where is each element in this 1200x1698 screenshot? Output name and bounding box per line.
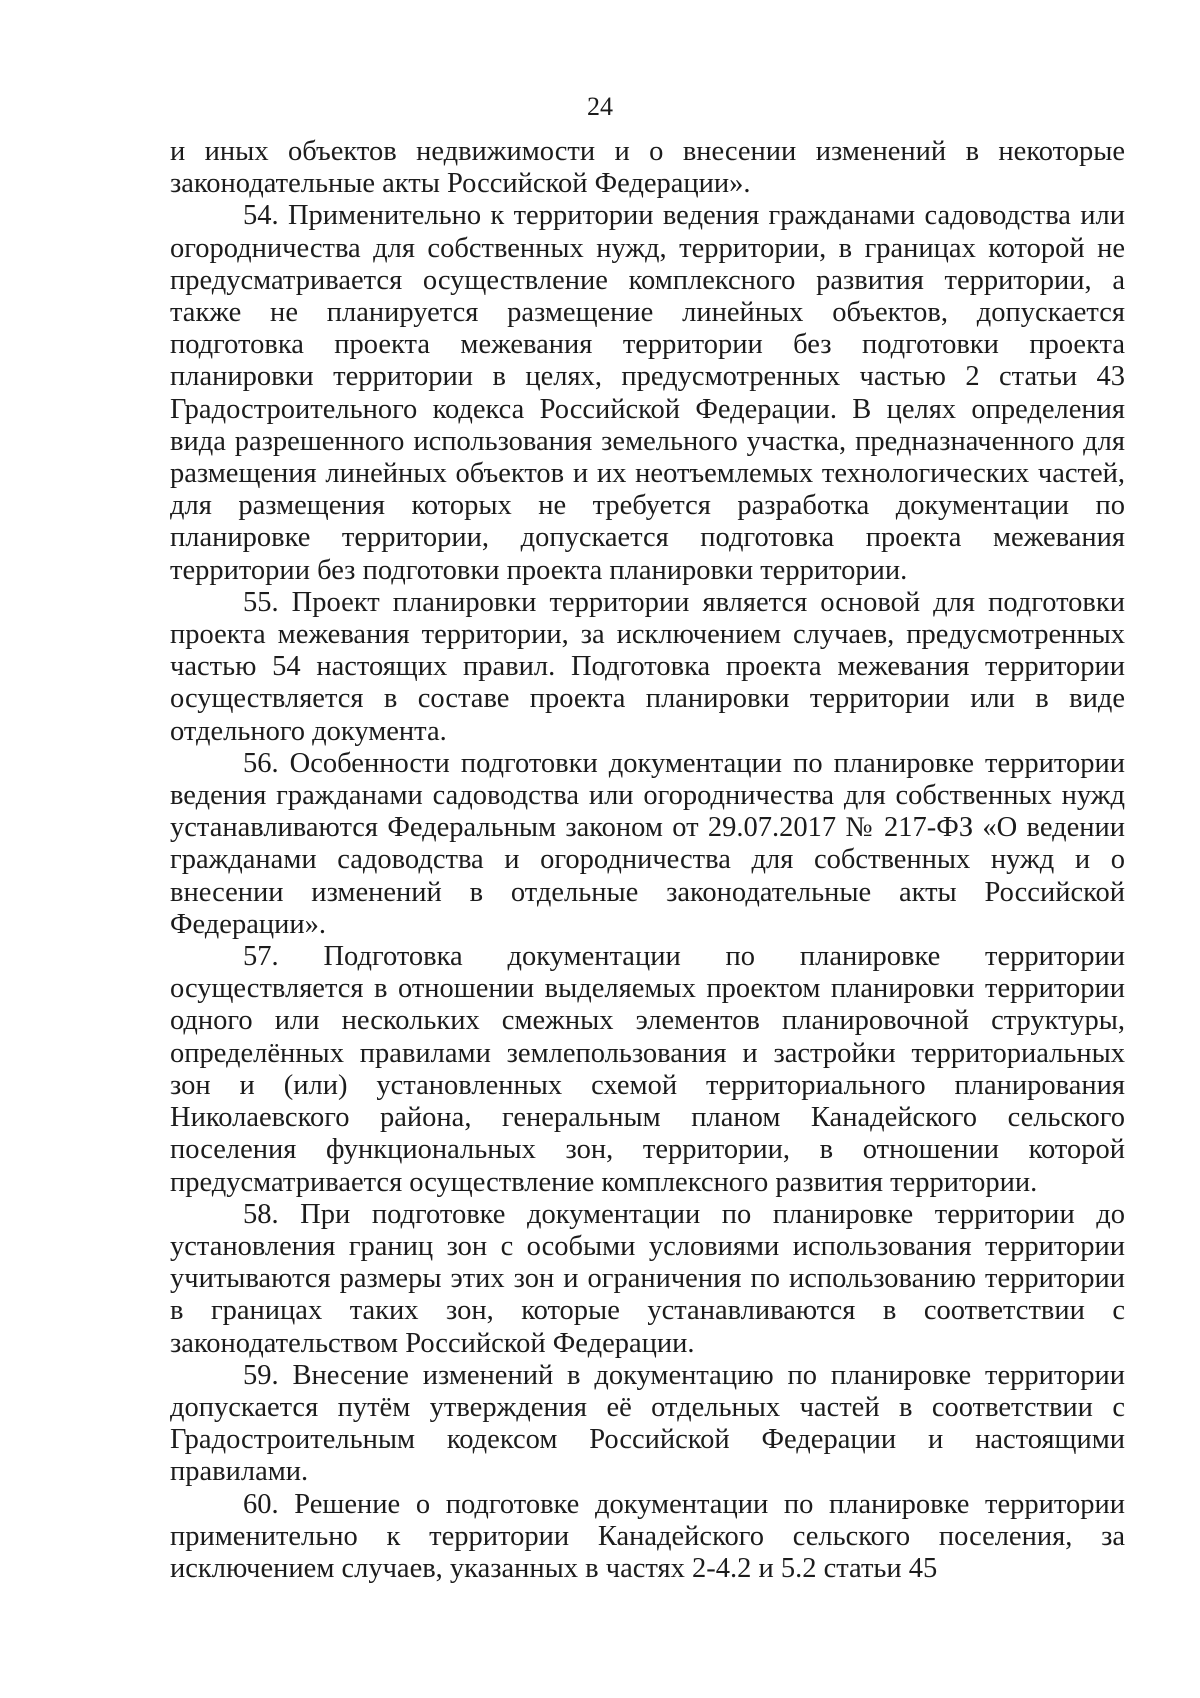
paragraph-56: 56. Особенности подготовки документации по планировке территории ведения гражданами садоводства или огородничества для собственных нужд устанавливаются Федеральным законом от 29.07.2017 № 217-ФЗ «О ведении гражданами садоводства и огородничества для собственных нужд и о внесении изменений в отдельные законодательные акты Российской Федерации». — [170, 747, 1125, 940]
paragraph-57: 57. Подготовка документации по планировке территории осуществляется в отношении выделяемых проектом планировки территории одного или нескольких смежных элементов планировочной структуры, определённых правилами землепользования и застройки территориальных зон и (или) установленных схемой территориального планирования Николаевского района, генеральным планом Канадейского сельского поселения функциональных зон, территории, в отношении которой предусматривается осуществление комплексного развития территории. — [170, 941, 1125, 1198]
document-body — [170, 136, 1125, 1585]
paragraph-continuation: и иных объектов недвижимости и о внесении изменений в некоторые законодательные акты Российской Федерации». — [170, 136, 1125, 200]
page-number: 24 — [587, 92, 613, 121]
paragraph-59: 59. Внесение изменений в документацию по планировке территории допускается путём утверждения её отдельных частей в соответствии с Градостроительным кодексом Российской Федерации и настоящими правилами. — [170, 1359, 1125, 1488]
paragraph-58: 58. При подготовке документации по планировке территории до установления границ зон с особыми условиями использования территории учитываются размеры этих зон и ограничения по использованию территории в границах таких зон, которые устанавливаются в соответствии с законодательством Российской Федерации. — [170, 1198, 1125, 1359]
paragraph-54: 54. Применительно к территории ведения гражданами садоводства или огородничества для собственных нужд, территории, в границах которой не предусматривается осуществление комплексного развития территории, а также не планируется размещение линейных объектов, допускается подготовка проекта межевания территории без подготовки проекта планировки территории в целях, предусмотренных частью 2 статьи 43 Градостроительного кодекса Российской Федерации. В целях определения вида разрешенного использования земельного участка, предназначенного для размещения линейных объектов и их неотъемлемых технологических частей, для размещения которых не требуется разработка документации по планировке территории, допускается подготовка проекта межевания территории без подготовки проекта планировки территории. — [170, 200, 1125, 586]
paragraph-60: 60. Решение о подготовке документации по планировке территории применительно к территории Канадейского сельского поселения, за исключением случаев, указанных в частях 2-4.2 и 5.2 статьи 45 — [170, 1488, 1125, 1584]
paragraph-55: 55. Проект планировки территории является основой для подготовки проекта межевания территории, за исключением случаев, предусмотренных частью 54 настоящих правил. Подготовка проекта межевания территории осуществляется в составе проекта планировки территории или в виде отдельного документа. — [170, 586, 1125, 747]
